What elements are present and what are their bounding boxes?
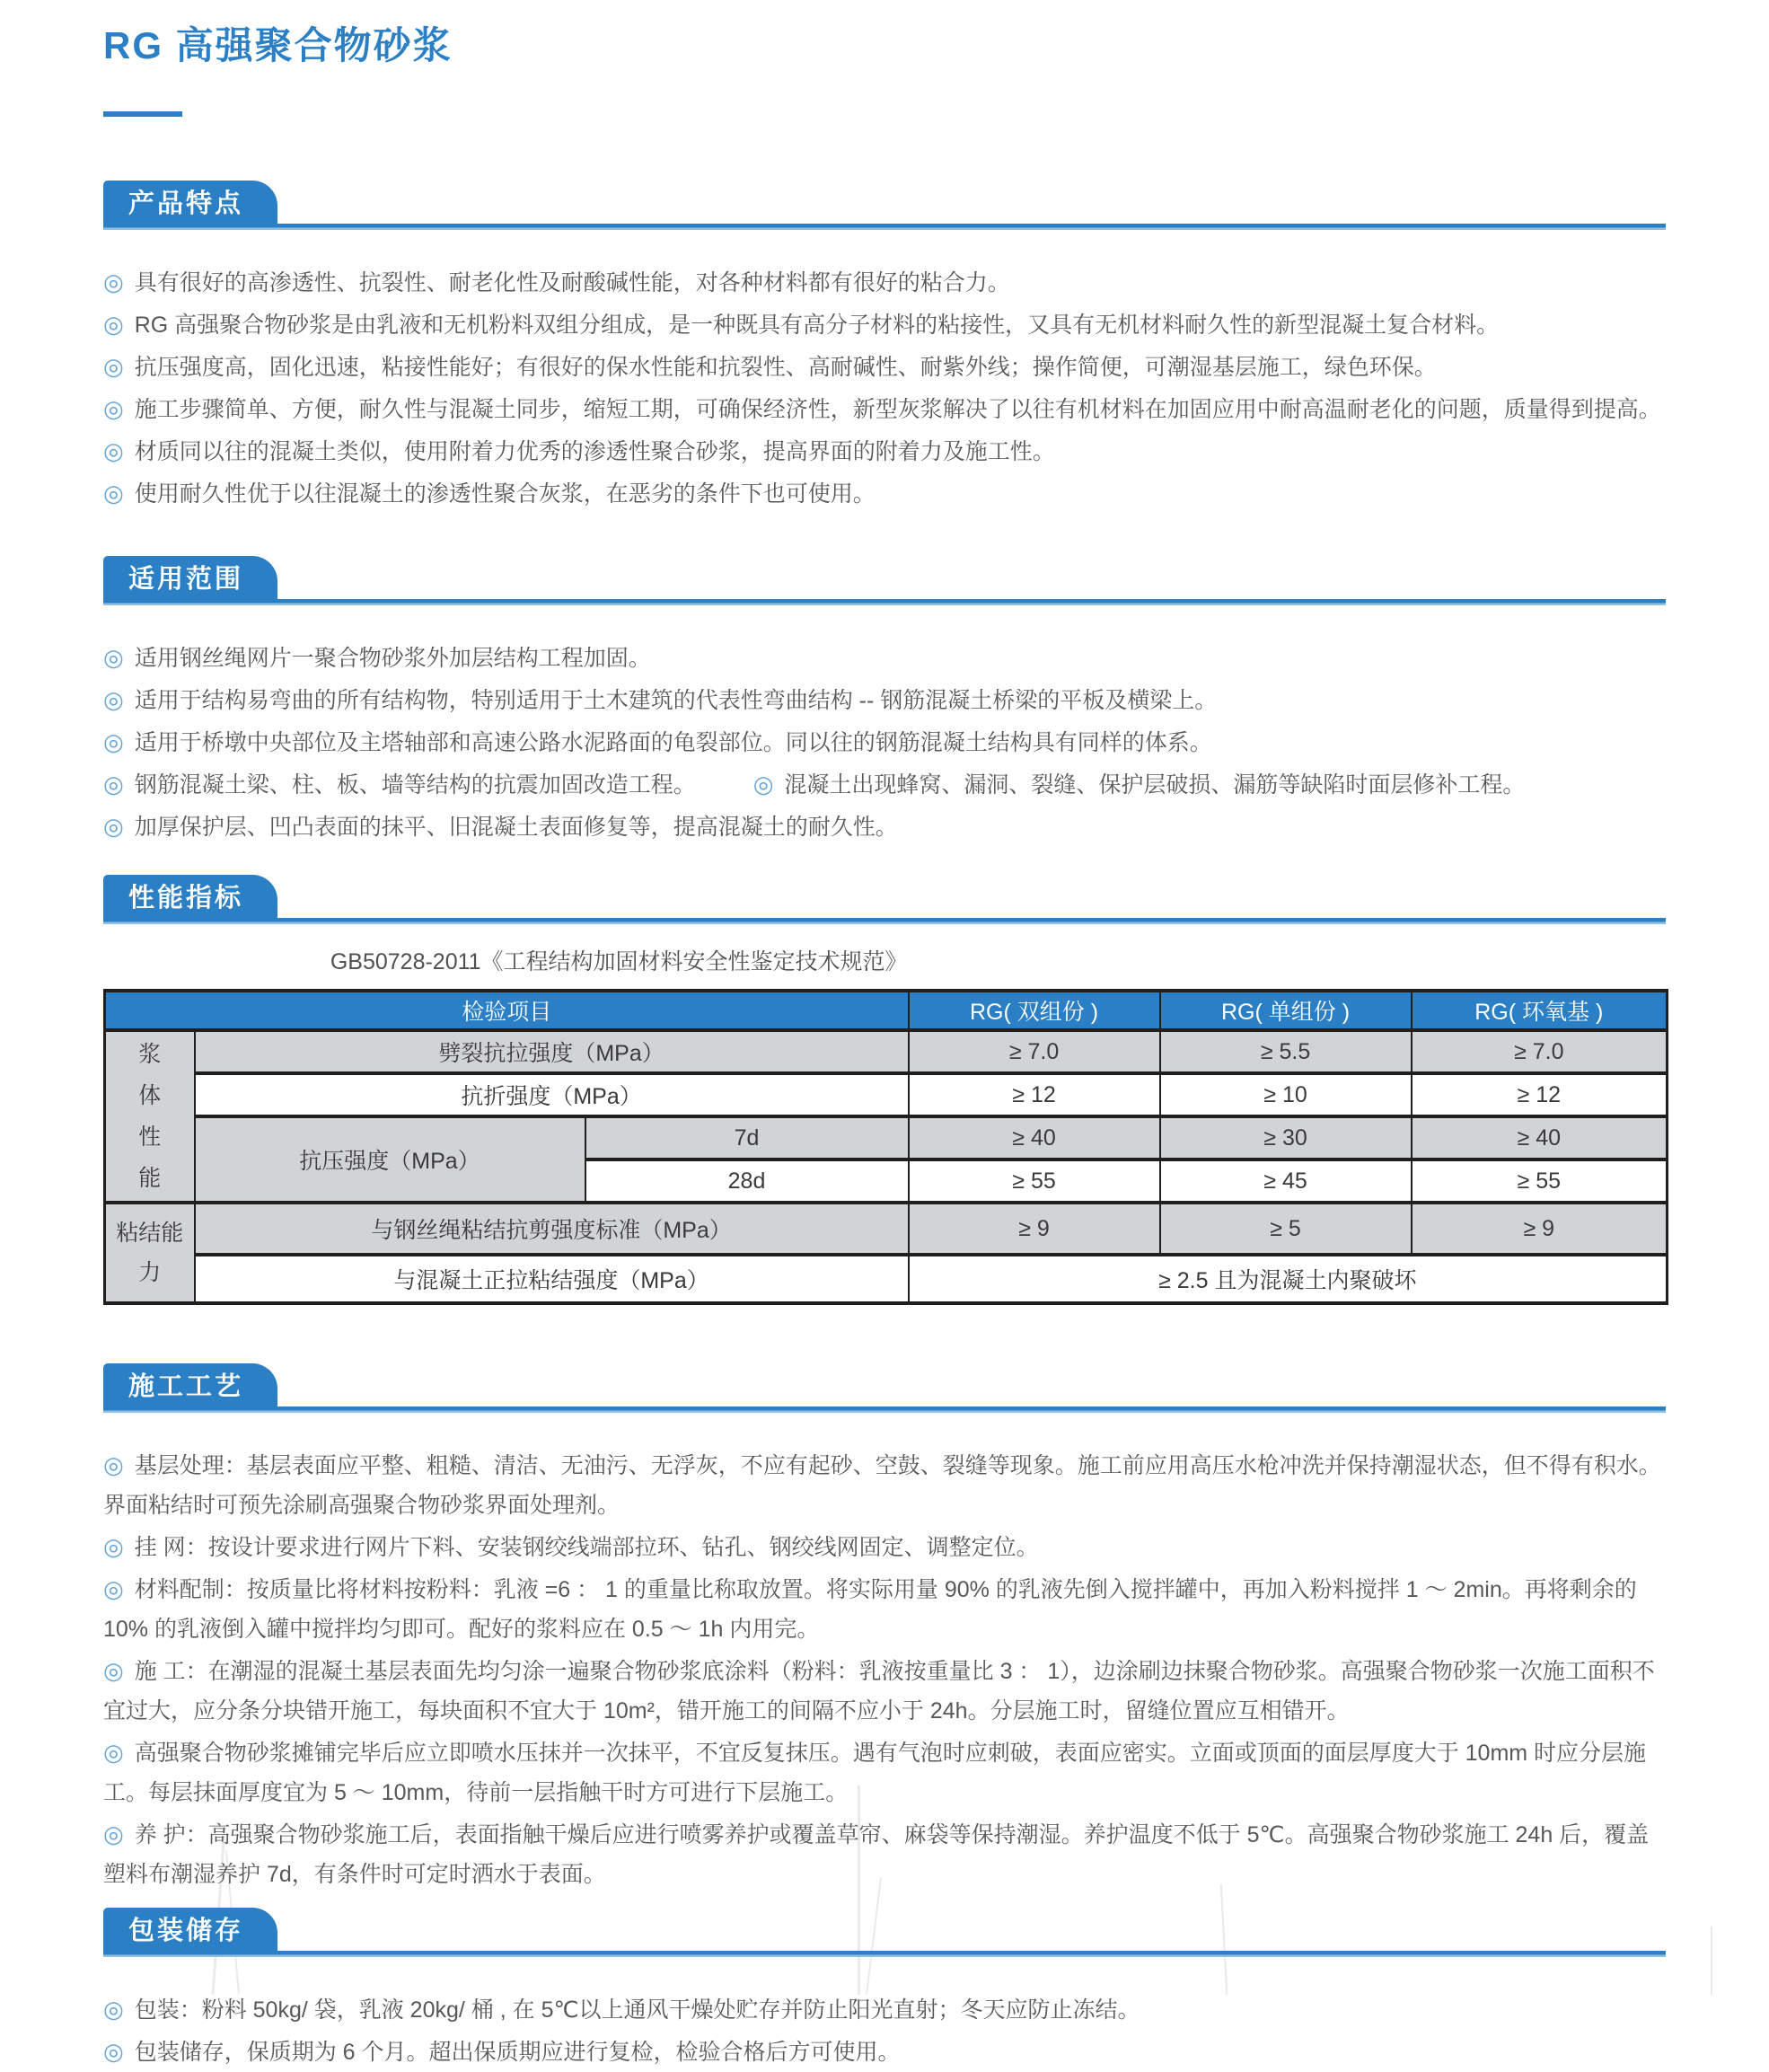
col-header-item: 检验项目 <box>105 991 909 1030</box>
section-head-performance <box>103 872 1666 924</box>
value-cell: ≥ 7.0 <box>909 1030 1160 1073</box>
table-row <box>105 1116 1668 1159</box>
bullet-text: 抗压强度高，固化迅速，粘接性能好；有很好的保水性能和抗裂性、高耐碱性、耐紫外线；操作简便，可潮湿基层施工，绿色环保。 <box>134 355 1437 380</box>
col-header-rg-epoxy: RG( 环氧基 ) <box>1412 991 1668 1030</box>
bullet-text: 适用于结构易弯曲的所有结构物，特别适用于土木建筑的代表性弯曲结构 -- 钢筋混凝土桥梁的平板及横梁上。 <box>134 688 1218 713</box>
value-cell: ≥ 30 <box>1160 1116 1412 1159</box>
double-circle-bullet-icon: ◎ <box>103 644 124 671</box>
bullet-text: 加厚保护层、凹凸表面的抹平、旧混凝土表面修复等，提高混凝土的耐久性。 <box>134 815 898 840</box>
table-row <box>105 1030 1668 1073</box>
bullet-text: 施 工：在潮湿的混凝土基层表面先均匀涂一遍聚合物砂浆底涂料（粉料：乳液按重量比 3 ： 1），边涂刷边抹聚合物砂浆。高强聚合物砂浆一次施工面积不宜过大，应分条分块错开施工，每块面积不宜大于 10m²，错开施工的间隔不应小于 24h。分层施工时，留缝位置应互相错开。 <box>103 1659 1655 1724</box>
bullet-text: 材料配制：按质量比将材料按粉料：乳液 =6 ： 1 的重量比称取放置。将实际用量 90% 的乳液先倒入搅拌罐中，再加入粉料搅拌 1 ～ 2min。再将剩余的 10% 的乳液倒入罐中搅拌均匀即可。配好的浆料应在 0.5 ～ 1h 内用完。 <box>103 1577 1637 1642</box>
double-circle-bullet-icon: ◎ <box>103 1533 124 1560</box>
list-item <box>103 680 1666 720</box>
packaging-heading-badge: 包装储存 <box>103 1908 277 1954</box>
double-circle-bullet-icon: ◎ <box>103 1996 124 2023</box>
double-circle-bullet-icon: ◎ <box>103 728 124 755</box>
double-circle-bullet-icon: ◎ <box>103 269 124 295</box>
value-cell: ≥ 10 <box>1160 1073 1412 1116</box>
item-cell: 劈裂抗拉强度（MPa） <box>195 1030 909 1073</box>
page-title: RG 高强聚合物砂浆 <box>103 24 453 66</box>
bullet-text: 适用钢丝绳网片一聚合物砂浆外加层结构工程加固。 <box>134 646 651 671</box>
group-cell-slurry-performance: 浆体性能 <box>105 1030 195 1203</box>
list-item <box>103 389 1666 429</box>
double-circle-bullet-icon: ◎ <box>103 395 124 422</box>
value-cell: ≥ 5 <box>1160 1203 1412 1255</box>
list-item <box>103 1569 1666 1649</box>
group-cell-bond-capacity: 粘结能力 <box>105 1203 195 1303</box>
double-circle-bullet-icon: ◎ <box>103 1739 124 1766</box>
section-rule <box>103 918 1666 924</box>
bullet-text: 适用于桥墩中央部位及主塔轴部和高速公路水泥路面的龟裂部位。同以往的钢筋混凝土结构具有同样的体系。 <box>134 730 1212 755</box>
table-row <box>105 1203 1668 1255</box>
double-circle-bullet-icon: ◎ <box>103 771 124 798</box>
value-cell: ≥ 9 <box>909 1203 1160 1255</box>
features-heading-badge: 产品特点 <box>103 181 277 227</box>
list-item <box>103 1989 1666 2030</box>
list-item <box>103 1814 1666 1894</box>
list-item-double <box>103 764 1666 805</box>
list-item <box>103 347 1666 387</box>
value-cell: ≥ 12 <box>1412 1073 1668 1116</box>
scope-heading-badge: 适用范围 <box>103 556 277 603</box>
bullet-text: 施工步骤简单、方便，耐久性与混凝土同步，缩短工期，可确保经济性，新型灰浆解决了以往有机材料在加固应用中耐高温耐老化的问题，质量得到提高。 <box>134 397 1661 422</box>
table-caption: GB50728-2011《工程结构加固材料安全性鉴定技术规范》 <box>330 949 908 974</box>
bullet-text: 包装：粉料 50kg/ 袋，乳液 20kg/ 桶 , 在 5℃以上通风干燥处贮存并防止阳光直射；冬天应防止冻结。 <box>134 1997 1140 2023</box>
packaging-bullet-list <box>103 1989 1666 2072</box>
double-circle-bullet-icon: ◎ <box>103 1451 124 1478</box>
value-cell: ≥ 9 <box>1412 1203 1668 1255</box>
bullet-text: 基层处理：基层表面应平整、粗糙、清洁、无油污、无浮灰，不应有起砂、空鼓、裂缝等现象。施工前应用高压水枪冲洗并保持潮湿状态，但不得有积水。界面粘结时可预先涂刷高强聚合物砂浆界面处理剂。 <box>103 1453 1661 1518</box>
section-head-features <box>103 178 1666 230</box>
list-item <box>103 1733 1666 1812</box>
double-circle-bullet-icon: ◎ <box>103 480 124 507</box>
value-cell: ≥ 40 <box>1412 1116 1668 1159</box>
scope-bullet-list <box>103 638 1666 847</box>
double-circle-bullet-icon: ◎ <box>103 813 124 840</box>
double-circle-bullet-icon: ◎ <box>103 2038 124 2065</box>
section-head-packaging <box>103 1905 1666 1957</box>
subitem-cell: 28d <box>585 1159 909 1203</box>
table-caption-wrap <box>103 944 1134 976</box>
double-circle-bullet-icon: ◎ <box>103 437 124 464</box>
list-item <box>103 262 1666 303</box>
section-head-construction <box>103 1361 1666 1413</box>
features-bullet-list <box>103 262 1666 514</box>
bullet-text: 混凝土出现蜂窝、漏洞、裂缝、保护层破损、漏筋等缺陷时面层修补工程。 <box>784 772 1526 798</box>
double-circle-bullet-icon: ◎ <box>752 771 774 798</box>
list-item <box>103 304 1666 345</box>
table-header-row <box>105 991 1668 1030</box>
value-cell: ≥ 45 <box>1160 1159 1412 1203</box>
double-circle-bullet-icon: ◎ <box>103 686 124 713</box>
bullet-text: 使用耐久性优于以往混凝土的渗透性聚合灰浆，在恶劣的条件下也可使用。 <box>134 481 876 507</box>
bullet-text: 挂 网：按设计要求进行网片下料、安装钢绞线端部拉环、钻孔、钢绞线网固定、调整定位。 <box>134 1535 1039 1560</box>
bullet-text: 钢筋混凝土梁、柱、板、墙等结构的抗震加固改造工程。 <box>134 772 696 798</box>
construction-heading-badge: 施工工艺 <box>103 1363 277 1410</box>
list-item <box>103 807 1666 847</box>
list-item <box>103 1527 1666 1567</box>
section-rule <box>103 1406 1666 1413</box>
section-head-scope <box>103 553 1666 605</box>
item-cell: 抗折强度（MPa） <box>195 1073 909 1116</box>
value-cell: ≥ 12 <box>909 1073 1160 1116</box>
construction-bullet-list <box>103 1445 1666 1894</box>
value-cell-merged: ≥ 2.5 且为混凝土内聚破坏 <box>909 1255 1668 1303</box>
subitem-cell: 7d <box>585 1116 909 1159</box>
value-cell: ≥ 7.0 <box>1412 1030 1668 1073</box>
bullet-text: 具有很好的高渗透性、抗裂性、耐老化性及耐酸碱性能，对各种材料都有很好的粘合力。 <box>134 270 1010 295</box>
section-rule <box>103 599 1666 605</box>
value-cell: ≥ 55 <box>1412 1159 1668 1203</box>
list-item <box>103 722 1666 763</box>
section-rule <box>103 1951 1666 1957</box>
bullet-text: 养 护：高强聚合物砂浆施工后，表面指触干燥后应进行喷雾养护或覆盖草帘、麻袋等保持潮湿。养护温度不低于 5℃。高强聚合物砂浆施工 24h 后，覆盖塑料布潮湿养护 7d，有条件时可定时洒水于表面。 <box>103 1822 1650 1887</box>
col-header-rg-one-component: RG( 单组份 ) <box>1160 991 1412 1030</box>
double-circle-bullet-icon: ◎ <box>103 1821 124 1847</box>
bullet-text: 高强聚合物砂浆摊铺完毕后应立即喷水压抹并一次抹平，不宜反复抹压。遇有气泡时应刺破，表面应密实。立面或顶面的面层厚度大于 10mm 时应分层施工。每层抹面厚度宜为 5 ～ 10mm，待前一层指触干时方可进行下层施工。 <box>103 1741 1647 1805</box>
item-cell: 与钢丝绳粘结抗剪强度标准（MPa） <box>195 1203 909 1255</box>
list-item <box>103 1651 1666 1731</box>
value-cell: ≥ 5.5 <box>1160 1030 1412 1073</box>
title-underline <box>103 111 182 117</box>
performance-table <box>103 989 1668 1305</box>
list-item <box>103 1445 1666 1525</box>
table-row <box>105 1255 1668 1303</box>
item-cell-compressive: 抗压强度（MPa） <box>195 1116 585 1203</box>
item-cell: 与混凝土正拉粘结强度（MPa） <box>195 1255 909 1303</box>
double-circle-bullet-icon: ◎ <box>103 353 124 380</box>
list-item <box>103 431 1666 472</box>
section-rule <box>103 224 1666 230</box>
value-cell: ≥ 40 <box>909 1116 1160 1159</box>
bullet-text: 包装储存，保质期为 6 个月。超出保质期应进行复检，检验合格后方可使用。 <box>134 2040 901 2065</box>
double-circle-bullet-icon: ◎ <box>103 1575 124 1602</box>
list-item <box>103 638 1666 678</box>
double-circle-bullet-icon: ◎ <box>103 1657 124 1684</box>
value-cell: ≥ 55 <box>909 1159 1160 1203</box>
col-header-rg-two-component: RG( 双组份 ) <box>909 991 1160 1030</box>
list-item <box>103 473 1666 514</box>
table-row <box>105 1073 1668 1116</box>
performance-heading-badge: 性能指标 <box>103 875 277 921</box>
bullet-text: RG 高强聚合物砂浆是由乳液和无机粉料双组分组成，是一种既具有高分子材料的粘接性，又具有无机材料耐久性的新型混凝土复合材料。 <box>134 313 1500 338</box>
list-item <box>103 2032 1666 2072</box>
double-circle-bullet-icon: ◎ <box>103 311 124 338</box>
bullet-text: 材质同以往的混凝土类似，使用附着力优秀的渗透性聚合砂浆，提高界面的附着力及施工性。 <box>134 439 1055 464</box>
